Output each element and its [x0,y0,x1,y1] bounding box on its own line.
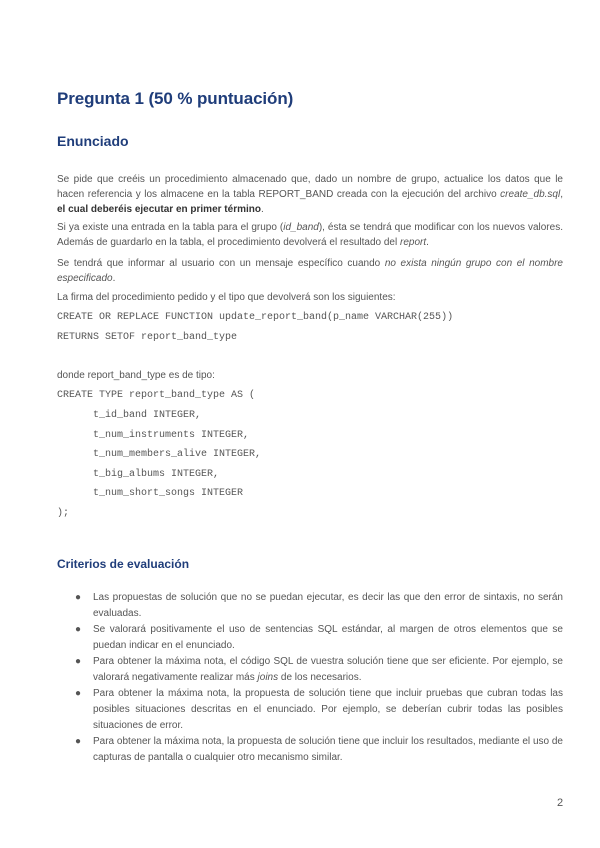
paragraph-1-text-b: , [560,189,563,200]
paragraph-4: La firma del procedimiento pedido y el tipo que devolverá son los siguientes: [57,292,396,303]
criterion-text: de los necesarios. [278,672,362,683]
page-title: Pregunta 1 (50 % puntuación) [57,89,294,108]
code-line: t_big_albums INTEGER, [57,469,220,480]
code-line: t_num_members_alive INTEGER, [57,449,262,460]
joins-term: joins [257,672,279,683]
criterion-text: Las propuestas de solución que no se puedan ejecutar, es decir las que den error de sintaxis, no serán evaluadas. [93,592,563,619]
statement-heading: Enunciado [57,133,129,149]
criterion-text: Se valorará positivamente el uso de sentencias SQL estándar, al margen de otros elementos que se puedan indicar en el enunciado. [93,624,563,651]
bullet-icon: ● [75,736,82,747]
paragraph-5: donde report_band_type es de tipo: [57,370,215,381]
paragraph-3-text-b: . [112,273,116,284]
paragraph-3-text-a: Se tendrá que informar al usuario con un mensaje específico cuando [57,258,385,269]
code-line: t_num_short_songs INTEGER [57,488,244,499]
criterion-text: Para obtener la máxima nota, la propuesta de solución tiene que incluir pruebas que cubran todas las posibles situaciones descritas en el enunciado. Por ejemplo, se deberían cubrir todas las posibles situaciones de error. [93,688,563,731]
paragraph-1 [57,172,563,217]
bullet-icon: ● [75,592,82,603]
code-line: CREATE TYPE report_band_type AS ( [57,390,256,401]
signature-code-block [57,312,454,356]
list-item [57,734,563,766]
bullet-icon: ● [75,656,82,667]
paragraph-2-text-c: . [426,237,429,248]
list-item [57,654,563,686]
code-line: RETURNS SETOF report_band_type [57,332,238,343]
paragraph-3-emphasis: no exista ningún grupo con el nombre especificado [57,258,563,284]
criterion-text: Para obtener la máxima nota, el código SQL de vuestra solución tiene que ser eficiente. Por ejemplo, se valorará negativamente realizar más [93,656,563,683]
paragraph-3 [57,256,563,286]
paragraph-1-emphasis: el cual deberéis ejecutar en primer término [57,204,261,215]
bullet-icon: ● [75,624,82,635]
paragraph-1-text-c: . [260,204,264,215]
code-line: ); [57,508,70,519]
code-line: CREATE OR REPLACE FUNCTION update_report_band(p_name VARCHAR(255)) [57,312,454,323]
id-band-term: id_band [283,222,319,233]
bullet-icon: ● [75,688,82,699]
file-name: create_db.sql [500,189,561,200]
code-line: t_id_band INTEGER, [57,410,202,421]
list-item [57,686,563,734]
type-code-block [57,390,262,519]
page-number: 2 [557,797,564,809]
paragraph-1-text-a: Se pide que creéis un procedimiento almacenado que, dado un nombre de grupo, actualice los datos que le hacen referencia y los almacene en la tabla REPORT_BAND creada con la ejecución del archivo [57,174,563,200]
report-term: report [400,237,427,248]
code-line: t_num_instruments INTEGER, [57,430,250,441]
paragraph-2-text-b: ), ésta se tendrá que modificar con los nuevos valores. Además de guardarlo en la tabla, el procedimiento devolverá el resultado del [57,222,563,248]
criterion-text: Para obtener la máxima nota, la propuesta de solución tiene que incluir los resultados, mediante el uso de capturas de pantalla o cualquier otro mecanismo similar. [93,736,563,763]
criteria-list [57,590,563,766]
paragraph-2-text-a: Si ya existe una entrada en la tabla para el grupo ( [57,222,284,233]
list-item [57,622,563,654]
list-item [57,590,563,622]
paragraph-2 [57,220,563,250]
criteria-heading: Criterios de evaluación [57,557,190,571]
